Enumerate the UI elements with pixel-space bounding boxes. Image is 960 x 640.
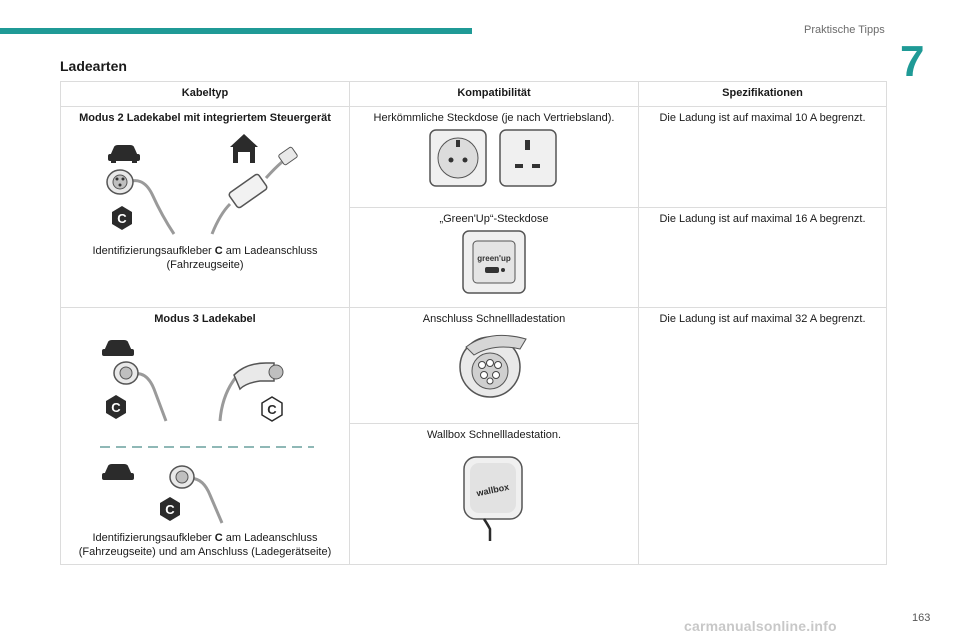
mode2-title: Modus 2 Ladekabel mit integriertem Steuergerät bbox=[79, 112, 331, 124]
greenup-socket-cell bbox=[350, 207, 639, 308]
svg-text:C: C bbox=[117, 211, 127, 226]
mode3-title: Modus 3 Ladekabel bbox=[154, 313, 256, 325]
mode3-caption: Identifizierungsaufkleber C am Ladeanschluss (Fahrzeugseite) und am Anschluss (Ladegerätseite) bbox=[78, 532, 332, 558]
identification-badge-c bbox=[106, 395, 126, 419]
svg-text:C: C bbox=[267, 402, 277, 417]
chapter-number: 7 bbox=[900, 37, 925, 86]
svg-text:C: C bbox=[165, 502, 175, 517]
watermark: carmanualsonline.info bbox=[684, 618, 837, 634]
domestic-spec-cell: Die Ladung ist auf maximal 10 A begrenzt. bbox=[639, 107, 887, 208]
charging-modes-table bbox=[60, 81, 887, 565]
wallbox-logo: wallbox bbox=[475, 482, 510, 499]
fast-charge-cell bbox=[350, 308, 639, 424]
page-number: 163 bbox=[912, 612, 931, 624]
mode2-cable-cell bbox=[61, 107, 350, 308]
wallbox-cable-icon bbox=[484, 519, 490, 541]
wallbox-cell bbox=[350, 424, 639, 565]
mode2-caption: Identifizierungsaufkleber C am Ladeanschluss (Fahrzeugseite) bbox=[92, 245, 318, 271]
top-accent-bar bbox=[0, 28, 472, 34]
car-icon bbox=[102, 464, 134, 480]
mode2-cable-illustration bbox=[70, 124, 340, 244]
mode3-cable-illustration bbox=[70, 325, 340, 531]
wallbox-illustration bbox=[454, 441, 534, 545]
type-e-socket-icon bbox=[430, 130, 486, 186]
column-header-specs: Spezifikationen bbox=[639, 82, 887, 107]
car-icon bbox=[108, 145, 140, 163]
car-icon bbox=[102, 340, 134, 356]
mode3-cable-cell bbox=[61, 308, 350, 565]
greenup-socket-label: „Green'Up“-Steckdose bbox=[439, 212, 549, 225]
identification-badge-c-outline bbox=[262, 397, 282, 421]
greenup-plate-text: green'up bbox=[477, 253, 511, 263]
domestic-socket-cell bbox=[350, 107, 639, 208]
type-g-socket-icon bbox=[500, 130, 556, 186]
house-icon bbox=[230, 134, 258, 163]
column-header-compatibility: Kompatibilität bbox=[350, 82, 639, 107]
greenup-socket-illustration bbox=[459, 225, 529, 297]
fast-charge-spec-cell: Die Ladung ist auf maximal 32 A begrenzt. bbox=[639, 308, 887, 565]
identification-badge-c bbox=[112, 206, 132, 230]
page-heading: Ladearten bbox=[60, 58, 127, 74]
wallbox-label: Wallbox Schnellladestation. bbox=[426, 429, 562, 442]
fast-charge-socket-illustration bbox=[454, 325, 534, 405]
section-title: Praktische Tipps bbox=[804, 24, 885, 36]
svg-text:C: C bbox=[111, 400, 121, 415]
greenup-spec-cell: Die Ladung ist auf maximal 16 A begrenzt. bbox=[639, 207, 887, 308]
fast-charge-label: Anschluss Schnellladestation bbox=[422, 313, 566, 325]
domestic-socket-illustration bbox=[424, 124, 564, 190]
column-header-cable: Kabeltyp bbox=[61, 82, 350, 107]
identification-badge-c bbox=[160, 497, 180, 521]
domestic-socket-label: Herkömmliche Steckdose (je nach Vertriebsland). bbox=[373, 112, 615, 124]
